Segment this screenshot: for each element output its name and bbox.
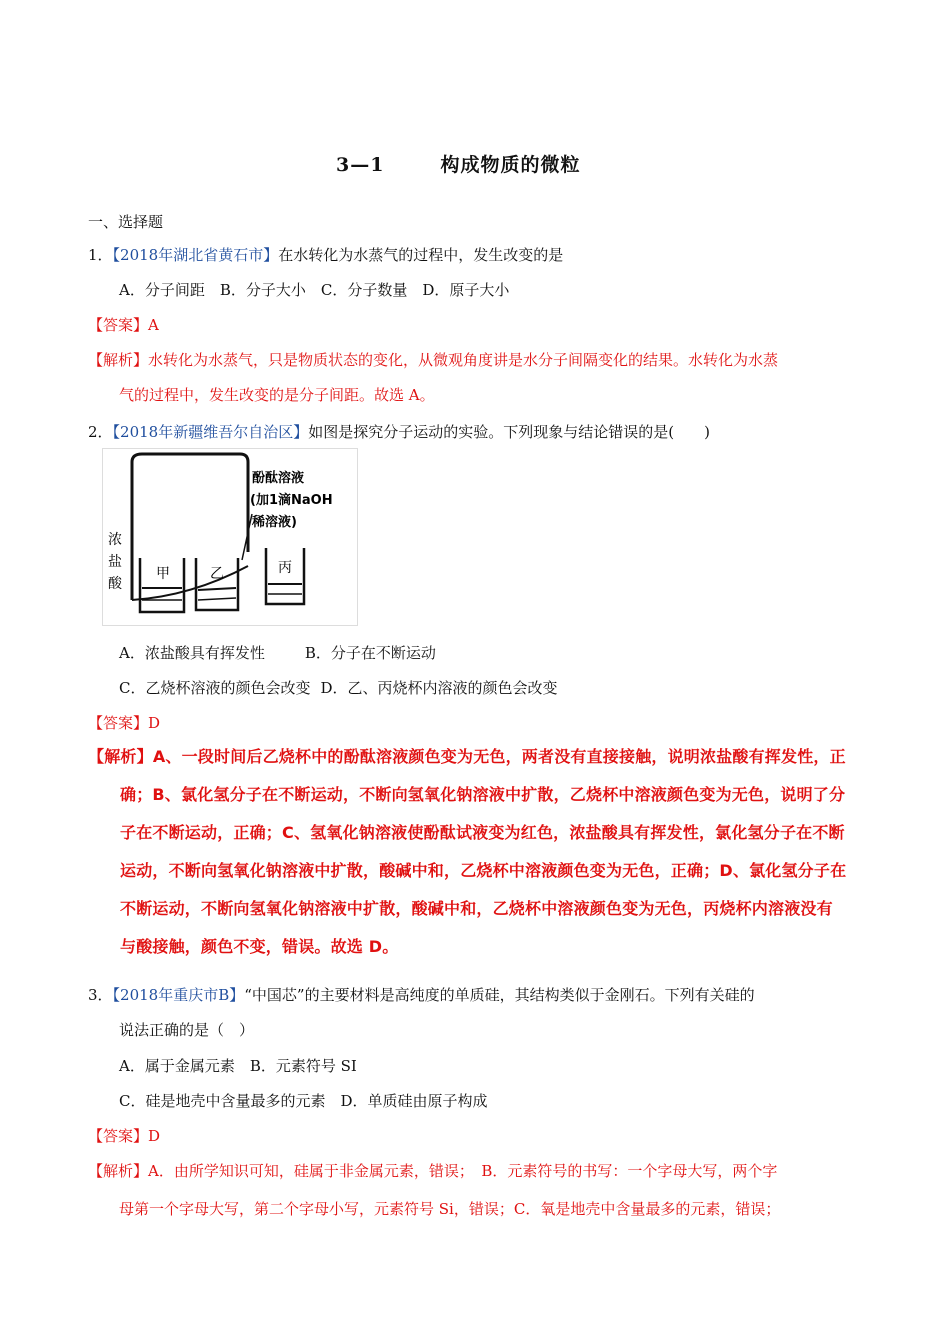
explanation-2-line-2: 确；B、氯化氢分子在不断运动，不断向氢氧化钠溶液中扩散，乙烧杯中溶液颜色变为无色，说明了分 <box>120 785 846 804</box>
explanation-text: A．由所学知识可知，硅属于非金属元素，错误； B．元素符号的书写：一个字母大写，两个字 <box>148 1162 778 1180</box>
answer-label: 【答案】 <box>88 1127 149 1145</box>
question-3 <box>88 985 755 1005</box>
answer-1 <box>88 315 159 335</box>
explanation-2-line-5: 不断运动，不断向氢氧化钠溶液中扩散，酸碱中和，乙烧杯中溶液颜色变为无色，丙烧杯内溶液没有 <box>120 899 833 918</box>
acid-label-1: 浓 <box>108 532 122 548</box>
question-stem: 在水转化为水蒸气的过程中，发生改变的是 <box>278 246 564 264</box>
page-title <box>336 150 580 177</box>
answer-2 <box>88 713 160 733</box>
option-a: A．浓盐酸具有挥发性 <box>119 644 265 662</box>
question-stem: “中国芯”的主要材料是高纯度的单质硅，其结构类似于金刚石。下列有关硅的 <box>244 986 755 1004</box>
option-c: C．乙烧杯溶液的颜色会改变 <box>119 679 311 697</box>
explanation-2-line-1 <box>88 747 846 767</box>
question-3-options-row-2: C．硅是地壳中含量最多的元素 D．单质硅由原子构成 <box>119 1092 488 1110</box>
question-number: 1． <box>88 246 113 264</box>
answer-value: D <box>148 714 161 732</box>
answer-3 <box>88 1126 160 1146</box>
question-2-options-row-2 <box>119 678 558 698</box>
explanation-1-line-2: 气的过程中，发生改变的是分子间距。故选 A。 <box>119 386 435 404</box>
question-source: 【2018年重庆市B】 <box>112 986 245 1004</box>
question-3-options-row-1: A．属于金属元素 B．元素符号 SI <box>119 1057 357 1075</box>
phenol-label-2: (加1滴NaOH <box>250 493 333 508</box>
question-3-stem-2: 说法正确的是（ ） <box>119 1021 255 1039</box>
explanation-3-line-2: 母第一个字母大写，第二个字母小写，元素符号 Si，错误；C．氧是地壳中含量最多的元素，错误； <box>119 1200 781 1218</box>
beaker-bing-label: 丙 <box>278 560 292 576</box>
explanation-2-line-4: 运动，不断向氢氧化钠溶液中扩散，酸碱中和，乙烧杯中溶液颜色变为无色，正确；D、氯化氢分子在 <box>120 861 847 880</box>
answer-value: A <box>148 316 159 334</box>
explanation-2-line-6: 与酸接触，颜色不变，错误。故选 D。 <box>120 937 399 956</box>
question-2 <box>88 422 710 442</box>
explanation-label: 【解析】 <box>88 1162 149 1180</box>
explanation-1-line-1 <box>88 350 778 370</box>
question-source: 【2018年湖北省黄石市】 <box>112 246 279 264</box>
section-heading: 一、选择题 <box>88 213 164 231</box>
explanation-2-line-3: 子在不断运动，正确；C、氢氧化钠溶液使酚酞试液变为红色，浓盐酸具有挥发性，氯化氢分子在不断 <box>120 823 845 842</box>
phenol-label-1: 酚酞溶液 <box>252 471 305 486</box>
question-number: 3． <box>88 986 113 1004</box>
question-2-options-row-1 <box>119 643 436 663</box>
beaker-jia-label: 甲 <box>156 566 170 582</box>
answer-label: 【答案】 <box>88 316 149 334</box>
beaker-yi-label: 乙 <box>210 566 224 582</box>
option-b: B．分子在不断运动 <box>304 644 436 662</box>
option-d: D．乙、丙烧杯内溶液的颜色会改变 <box>320 679 558 697</box>
explanation-label: 【解析】 <box>88 747 153 766</box>
phenol-label-3: 稀溶液) <box>252 515 297 530</box>
question-source: 【2018年新疆维吾尔自治区】 <box>112 423 309 441</box>
title-text: 构成物质的微粒 <box>440 154 581 176</box>
question-number: 2． <box>88 423 113 441</box>
question-stem: 如图是探究分子运动的实验。下列现象与结论错误的是( ) <box>308 423 710 441</box>
explanation-text: A、一段时间后乙烧杯中的酚酞溶液颜色变为无色，两者没有直接接触，说明浓盐酸有挥发性，正 <box>152 747 846 766</box>
experiment-figure <box>102 448 358 626</box>
question-1-options: A．分子间距 B．分子大小 C．分子数量 D．原子大小 <box>119 281 510 299</box>
explanation-3-line-1 <box>88 1161 777 1181</box>
question-1 <box>88 245 563 265</box>
acid-label-2: 盐 <box>108 554 122 570</box>
title-number: 3—1 <box>336 154 385 176</box>
answer-label: 【答案】 <box>88 714 149 732</box>
answer-value: D <box>148 1127 161 1145</box>
explanation-label: 【解析】 <box>88 351 149 369</box>
acid-label-3: 酸 <box>108 576 122 592</box>
explanation-text: 水转化为水蒸气，只是物质状态的变化，从微观角度讲是水分子间隔变化的结果。水转化为水蒸 <box>148 351 779 369</box>
